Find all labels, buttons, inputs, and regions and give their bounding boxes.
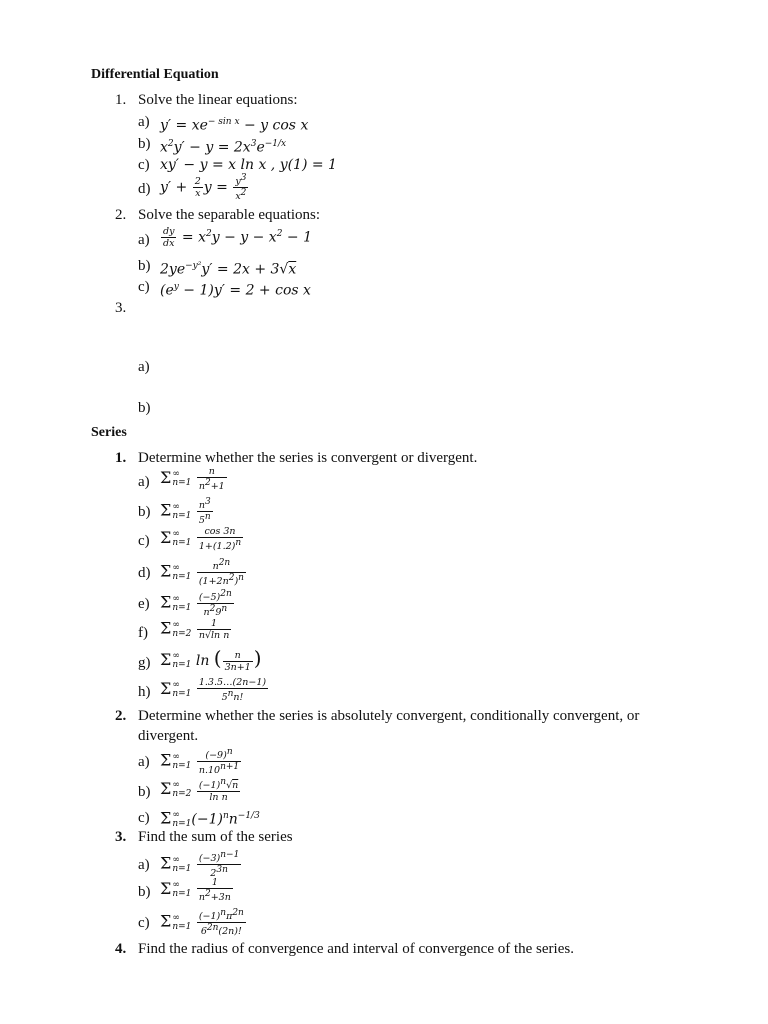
series-q3-a-label: a) — [138, 857, 150, 873]
series-q1-b-expression: Σ ∞ n=1 $\frac{n^3}{5^n}$ — [160, 497, 211, 527]
series-q2-text-continued: divergent. — [138, 728, 199, 744]
section-title-differential-equation: Differential Equation — [91, 67, 219, 82]
de-q1-d-label: d) — [138, 181, 151, 197]
series-q1-g-label: g) — [138, 655, 151, 671]
series-q2-b-expression: Σ ∞ n=2 $\frac{(-1)^n√n}{\text{ln n}}$ — [160, 777, 239, 804]
series-q1-f-label: f) — [138, 625, 148, 641]
de-q2-b-label: b) — [138, 258, 151, 274]
series-q1-h-label: h) — [138, 684, 151, 700]
series-q3-text: Find the sum of the series — [138, 829, 293, 845]
series-q3-c-label: c) — [138, 915, 150, 931]
de-q3-b-label: b) — [138, 400, 151, 416]
series-q3-a-expression: Σ ∞ n=1 $\frac{(-3)^{n-1}}{2^{3n}}$ — [160, 850, 240, 880]
series-q1-a-expression: Σ ∞ n=1 $\frac{n}{n^2+1}$ — [160, 466, 225, 493]
de-q1-text: Solve the linear equations: — [138, 92, 298, 108]
section-title-series: Series — [91, 425, 127, 440]
series-q3-b-expression: Σ ∞ n=1 $\frac{1}{n^2+3n}$ — [160, 877, 231, 904]
series-q3-c-expression: Σ ∞ n=1 $\frac{(-1)^n\pi^{2n}}{6^{2n}(2n)!}$ — [160, 908, 244, 938]
de-q1-c-equation: xy′ − y = x ln x , y(1) = 1 — [160, 157, 337, 173]
series-q1-g-expression: Σ ∞ n=1 ln ( $\frac{n}{3n+1}$ ) — [160, 646, 262, 673]
series-q4-text: Find the radius of convergence and interval of convergence of the series. — [138, 941, 574, 957]
de-q1-d-equation: y′ + $\frac{2}{x}$ y = $\frac{y^3}{x^2}$ — [160, 173, 247, 203]
de-q2-c-equation: $(e^y - 1)y' = 2 + \cos x$ — [160, 282, 311, 299]
series-q1-d-label: d) — [138, 565, 151, 581]
series-q2-a-label: a) — [138, 754, 150, 770]
series-q1-number: 1. — [115, 450, 127, 466]
series-q1-f-expression: Σ ∞ n=2 $\frac{1}{\text{n√ln n}}$ — [160, 618, 230, 641]
series-q1-c-expression: Σ ∞ n=1 $\frac{\cos 3n}{1+(1.2)^n}$ — [160, 526, 242, 553]
series-q1-b-label: b) — [138, 504, 151, 520]
de-q1-b-equation: $x^2y' - y = 2x^3e^{-1/x}$ — [160, 139, 287, 156]
de-q2-b-equation: $2ye^{-y^2}y' = 2x + 3√x$ — [160, 261, 297, 278]
series-q2-number: 2. — [115, 708, 127, 724]
de-q2-number: 2. — [115, 207, 127, 223]
series-q2-a-expression: Σ ∞ n=1 $\frac{(-9)^n}{n.10^{n+1}}$ — [160, 747, 240, 777]
series-q3-number: 3. — [115, 829, 127, 845]
de-q1-a-label: a) — [138, 114, 150, 130]
de-q2-c-label: c) — [138, 279, 150, 295]
series-q2-c-label: c) — [138, 810, 150, 826]
series-q1-d-expression: Σ ∞ n=1 $\frac{n^{2n}}{(1+2n^2)^n}$ — [160, 558, 244, 588]
series-q2-b-label: b) — [138, 784, 151, 800]
series-q2-c-expression: Σ ∞ n=1 $(-1)^nn^{-1/3}$ — [160, 808, 260, 829]
de-q1-a-equation: $y' = xe^{- sin x} - y$ cos x — [160, 117, 309, 134]
series-q1-e-label: e) — [138, 596, 150, 612]
de-q1-number: 1. — [115, 92, 127, 108]
series-q1-text: Determine whether the series is convergent or divergent. — [138, 450, 478, 466]
de-q3-number: 3. — [115, 300, 127, 316]
series-q1-c-label: c) — [138, 533, 150, 549]
series-q1-h-expression: Σ ∞ n=1 $\frac{1.3.5\dots(2n-1)}{5^nn!}$ — [160, 677, 267, 704]
de-q2-text: Solve the separable equations: — [138, 207, 321, 223]
series-q1-a-label: a) — [138, 474, 150, 490]
de-q2-a-equation: $\frac{dy}{dx}$ = $x^2y - y - x^2 - 1$ — [163, 226, 312, 250]
series-q2-text: Determine whether the series is absolutely convergent, conditionally convergent, or — [138, 708, 640, 724]
series-q4-number: 4. — [115, 941, 127, 957]
de-q1-b-label: b) — [138, 136, 151, 152]
series-q1-e-expression: Σ ∞ n=1 $\frac{(-5)^{2n}}{n^29^n}$ — [160, 589, 232, 619]
series-q3-b-label: b) — [138, 884, 151, 900]
de-q1-c-label: c) — [138, 157, 150, 173]
de-q2-a-label: a) — [138, 232, 150, 248]
de-q3-a-label: a) — [138, 359, 150, 375]
